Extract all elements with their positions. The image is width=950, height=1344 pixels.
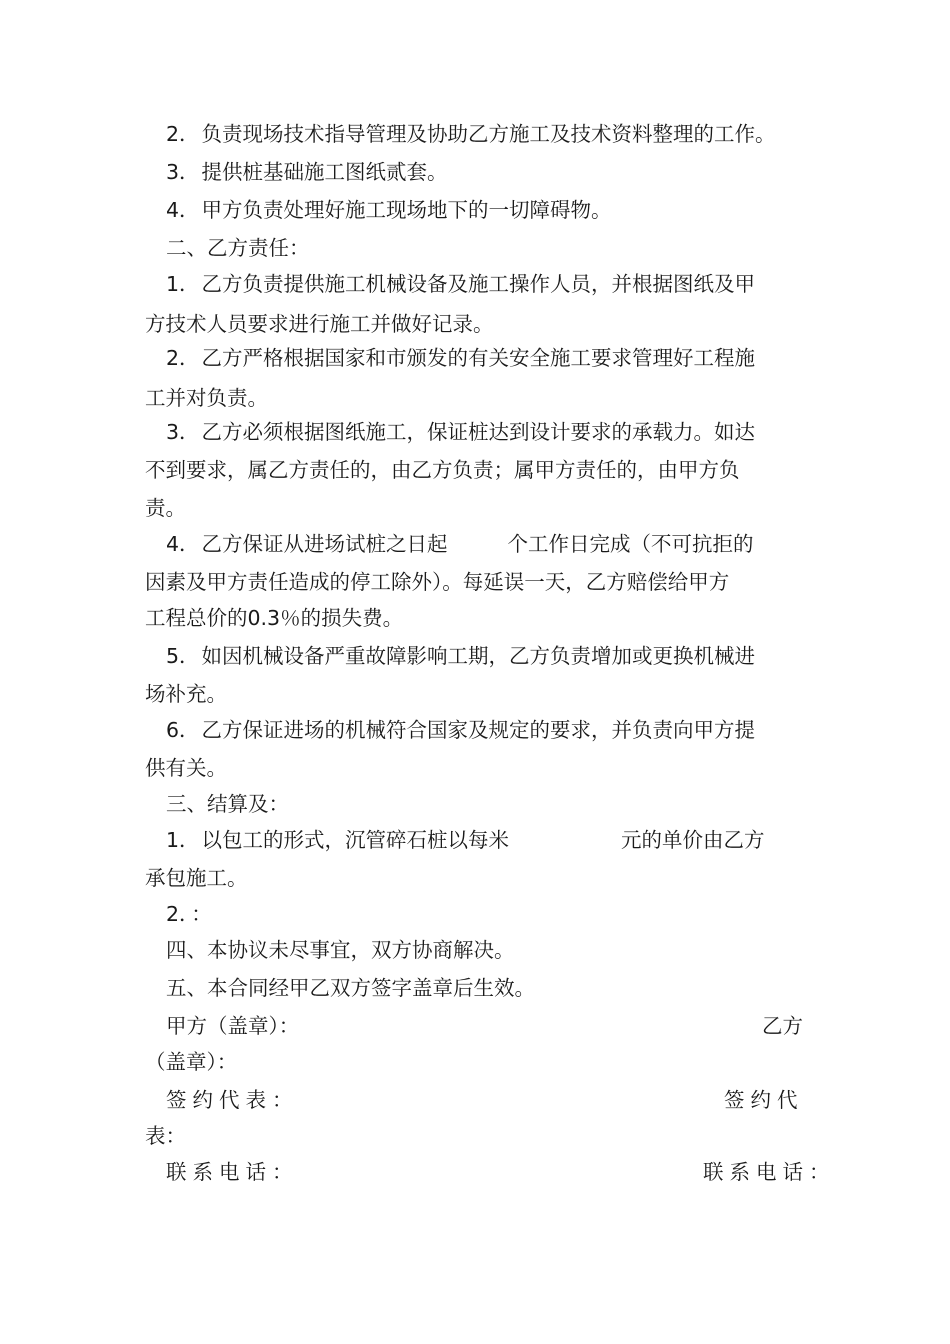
party-a-duty-3 <box>166 158 826 186</box>
party-b-duty-3-cont: 不到要求，属乙方责任的，由乙方负责；属甲方责任的，由甲方负 <box>145 458 740 482</box>
item-number: 3． <box>166 420 200 444</box>
party-b-duty-5-cont: 场补充。 <box>145 682 227 706</box>
representative-right-label-cont: 表： <box>145 1124 186 1148</box>
settlement-item-2 <box>166 900 826 928</box>
party-b-duty-4 <box>166 530 826 558</box>
party-b-duty-2-cont: 工并对负责。 <box>145 386 268 410</box>
item-text: 乙方必须根据图纸施工，保证桩达到设计要求的承载力。如达 <box>201 420 756 444</box>
item-number: 1． <box>166 272 200 296</box>
item-number: 2． <box>166 346 200 370</box>
settlement-item-1 <box>166 826 826 854</box>
party-b-duty-4-cont: 因素及甲方责任造成的停工除外）。每延误一天，乙方赔偿给甲方 <box>145 570 730 594</box>
section-4: 四、本协议未尽事宜，双方协商解决。 <box>166 938 515 962</box>
item-number: 4． <box>166 532 200 556</box>
item-number: 3． <box>166 160 200 184</box>
party-b-duty-6 <box>166 716 826 744</box>
item-number: 2． <box>166 122 200 146</box>
party-b-seal-label: 乙方 <box>762 1014 803 1038</box>
item-number: 5． <box>166 644 200 668</box>
party-b-duty-1-cont: 方技术人员要求进行施工并做好记录。 <box>145 312 494 336</box>
representative-left-label: 签约代表： <box>166 1088 299 1112</box>
item-number: 2． <box>166 902 190 926</box>
section-2-heading: 二、乙方责任： <box>166 236 310 260</box>
item-number: 1． <box>166 828 200 852</box>
section-5: 五、本合同经甲乙双方签字盖章后生效。 <box>166 976 535 1000</box>
party-b-duty-2 <box>166 344 826 372</box>
party-b-duty-3-cont2: 责。 <box>145 496 186 520</box>
party-b-duty-3 <box>166 418 826 446</box>
party-b-duty-4-cont2: 工程总价的0.3％的损失费。 <box>145 606 404 630</box>
party-a-duty-4 <box>166 196 826 224</box>
party-a-duty-2 <box>166 120 826 148</box>
section-3-heading: 三、结算及： <box>166 792 289 816</box>
phone-left-label: 联系电话： <box>166 1160 299 1184</box>
party-b-duty-1 <box>166 270 826 298</box>
item-number: 6． <box>166 718 200 742</box>
item-text-b: 元的单价由乙方 <box>621 828 765 852</box>
item-text: 负责现场技术指导管理及协助乙方施工及技术资料整理的工作。 <box>201 122 776 146</box>
item-text: 以包工的形式，沉管碎石桩以每米 <box>201 828 510 852</box>
item-text: 乙方严格根据国家和市颁发的有关安全施工要求管理好工程施 <box>201 346 756 370</box>
item-text: 乙方负责提供施工机械设备及施工操作人员，并根据图纸及甲 <box>201 272 756 296</box>
settlement-item-1-cont: 承包施工。 <box>145 866 248 890</box>
item-text: 乙方保证进场的机械符合国家及规定的要求，并负责向甲方提 <box>201 718 756 742</box>
item-text: 提供桩基础施工图纸贰套。 <box>201 160 448 184</box>
item-number: 4． <box>166 198 200 222</box>
item-text: 甲方负责处理好施工现场地下的一切障碍物。 <box>201 198 612 222</box>
item-text: ： <box>191 902 212 926</box>
item-text: 乙方保证从进场试桩之日起 <box>201 532 448 556</box>
party-a-seal-label: 甲方（盖章）： <box>166 1014 300 1038</box>
phone-right-label: 联系电话： <box>703 1160 836 1184</box>
item-text: 如因机械设备严重故障影响工期，乙方负责增加或更换机械进 <box>201 644 756 668</box>
party-b-duty-5 <box>166 642 826 670</box>
party-b-seal-label-cont: （盖章）： <box>145 1050 238 1074</box>
party-b-duty-6-cont: 供有关。 <box>145 756 227 780</box>
item-text-b: 个工作日完成（不可抗拒的 <box>507 532 754 556</box>
representative-right-label: 签约代 <box>724 1088 804 1112</box>
